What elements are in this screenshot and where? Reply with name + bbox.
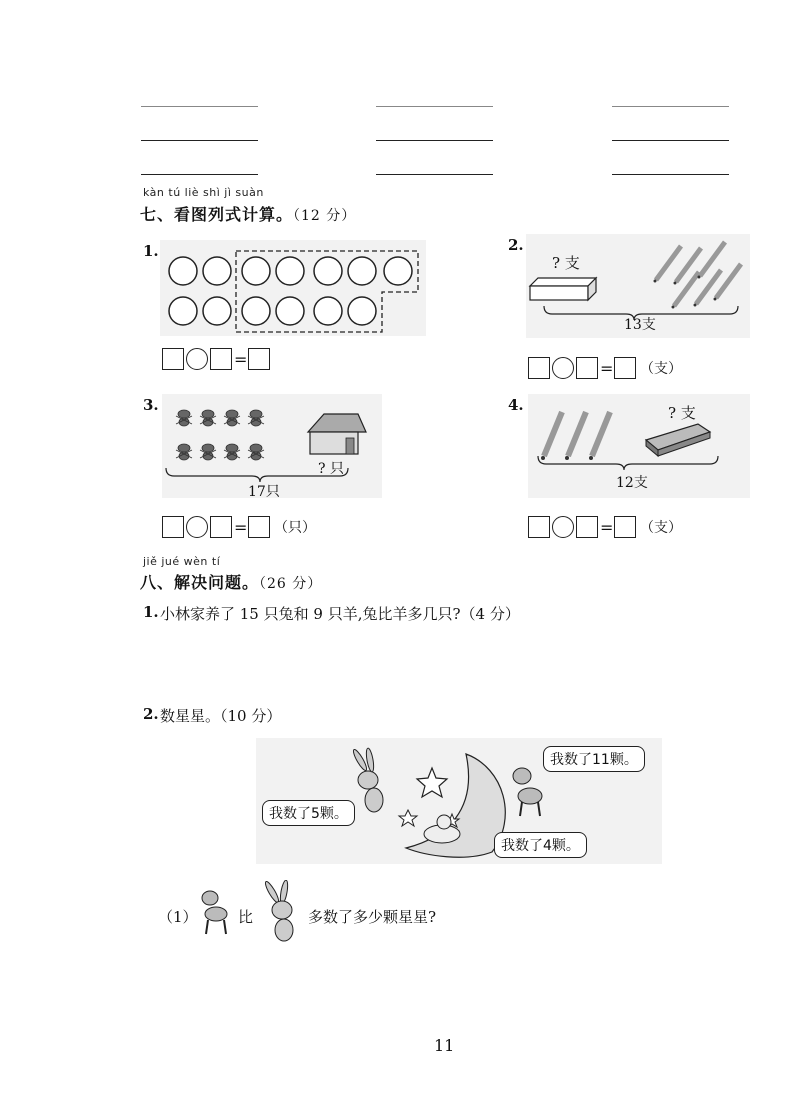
q3-total-label: 17只 <box>248 484 280 500</box>
p2-text: 数星星。（10 分） <box>160 707 282 725</box>
answer-box[interactable] <box>248 516 270 538</box>
q1-number: 1. <box>143 242 159 260</box>
q2-total-label: 13支 <box>624 317 656 333</box>
p2-number: 2. <box>143 705 159 723</box>
answer-line[interactable] <box>141 106 258 107</box>
q3-unit: （只） <box>274 520 316 536</box>
answer-line[interactable] <box>141 140 258 141</box>
q2-unit: （支） <box>640 361 682 377</box>
q3-equation: = （只） <box>162 516 316 538</box>
operator-circle[interactable] <box>552 516 574 538</box>
dog-speech-bubble: 我数了11颗。 <box>543 746 645 772</box>
answer-box[interactable] <box>576 516 598 538</box>
answer-box[interactable] <box>576 357 598 379</box>
q3-number: 3. <box>143 396 159 414</box>
star-icon <box>417 768 447 797</box>
house-icon <box>308 414 366 454</box>
answer-box[interactable] <box>162 516 184 538</box>
answer-box[interactable] <box>210 516 232 538</box>
sub1-prefix: （1） <box>158 908 198 926</box>
section7-title-text: 七、看图列式计算。 <box>140 205 294 224</box>
p1-text: 小林家养了 15 只兔和 9 只羊,兔比羊多几只?（4 分） <box>160 605 520 623</box>
sub1-compare-word: 比 <box>238 908 254 926</box>
answer-line[interactable] <box>376 140 493 141</box>
answer-box[interactable] <box>162 348 184 370</box>
q1-equation: = <box>162 348 270 370</box>
answer-line[interactable] <box>141 174 258 175</box>
answer-box[interactable] <box>210 348 232 370</box>
answer-box[interactable] <box>528 357 550 379</box>
operator-circle[interactable] <box>552 357 574 379</box>
answer-box[interactable] <box>614 357 636 379</box>
section8-title <box>140 570 322 593</box>
p1-number: 1. <box>143 603 159 621</box>
operator-circle[interactable] <box>186 348 208 370</box>
star-icon <box>399 810 417 826</box>
section7-pinyin: kàn tú liè shì jì suàn <box>143 186 264 199</box>
q2-question-label: ? 支 <box>552 254 580 272</box>
dog-icon <box>196 884 232 938</box>
section8-title-text: 八、解决问题。 <box>140 573 260 592</box>
section7-score: （12 分） <box>293 208 357 224</box>
q4-unit: （支） <box>640 520 682 536</box>
q2-number: 2. <box>508 236 524 254</box>
answer-box[interactable] <box>614 516 636 538</box>
moon-icon <box>406 754 505 857</box>
pencil-case-icon <box>646 424 710 456</box>
answer-line[interactable] <box>612 174 729 175</box>
section7-title <box>140 202 356 225</box>
answer-line[interactable] <box>612 106 729 107</box>
answer-line[interactable] <box>612 140 729 141</box>
bear-speech-bubble: 我数了4颗。 <box>494 832 587 858</box>
q4-total-label: 12支 <box>616 475 648 491</box>
rabbit-icon <box>351 748 383 812</box>
section8-pinyin: jiě jué wèn tí <box>143 555 221 568</box>
q4-equation: = （支） <box>528 516 682 538</box>
ant-icon <box>176 410 192 426</box>
rabbit-icon <box>260 880 304 944</box>
q1-picture <box>160 240 426 336</box>
operator-circle[interactable] <box>186 516 208 538</box>
rabbit-speech-bubble: 我数了5颗。 <box>262 800 355 826</box>
answer-box[interactable] <box>528 516 550 538</box>
q4-question-label: ? 支 <box>668 404 696 422</box>
section8-score: （26 分） <box>259 576 323 592</box>
sub1-question: 多数了多少颗星星? <box>308 908 437 926</box>
answer-line[interactable] <box>376 106 493 107</box>
dog-icon <box>513 768 542 816</box>
circles-illustration <box>160 240 426 336</box>
q4-number: 4. <box>508 396 524 414</box>
q3-question-label: ? 只 <box>318 461 344 477</box>
page-number: 11 <box>434 1036 455 1055</box>
q2-equation: = （支） <box>528 357 682 379</box>
answer-box[interactable] <box>248 348 270 370</box>
answer-line[interactable] <box>376 174 493 175</box>
